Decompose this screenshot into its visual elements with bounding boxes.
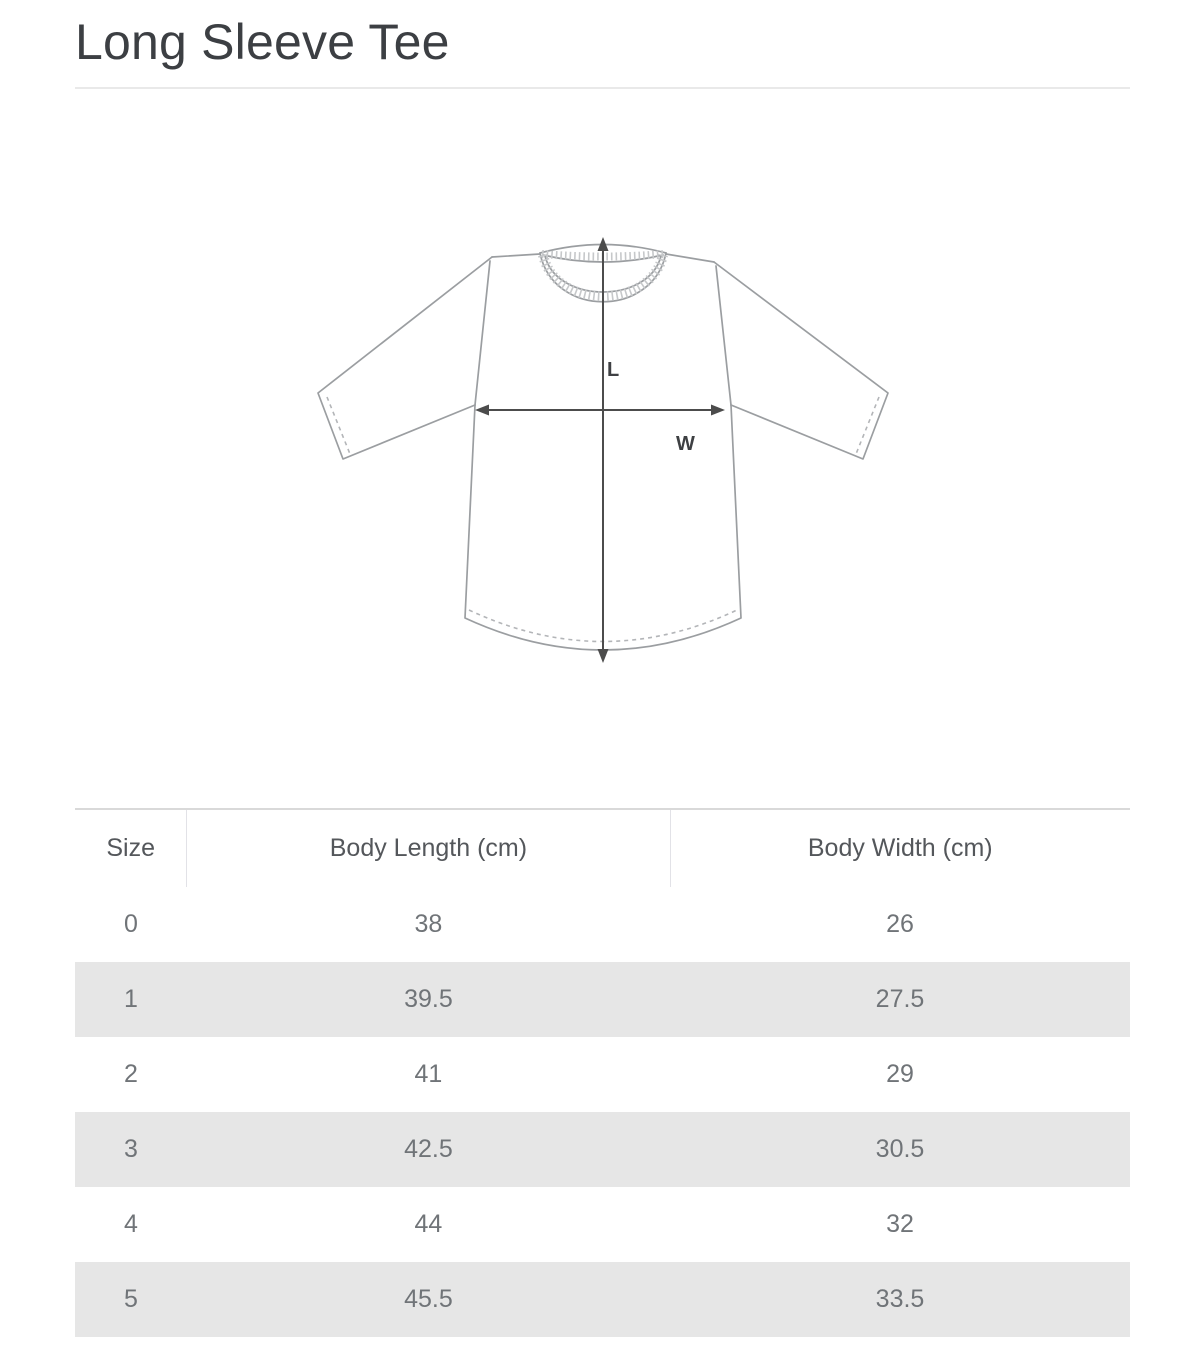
size-cell: 3: [123, 1134, 138, 1163]
body-width-cell: 29: [886, 1059, 914, 1088]
width-label: W: [675, 432, 695, 455]
body-length-cell: 41: [414, 1059, 443, 1088]
left-sleeve: [318, 257, 492, 459]
body-width-cell: 33.5: [875, 1284, 925, 1313]
body-length-cell: 44: [414, 1209, 443, 1238]
shirt-measurement-diagram: [295, 140, 911, 700]
left-shoulder-line: [492, 254, 540, 257]
size-chart-table: [75, 808, 1130, 1337]
table-row: [75, 1262, 1130, 1337]
page-title: Long Sleeve Tee: [75, 14, 450, 70]
body-width-cell: 30.5: [875, 1134, 925, 1163]
left-armhole-seam: [475, 261, 490, 405]
column-header-body-width: Body Width (cm): [670, 809, 1130, 887]
table-header-row: [75, 809, 1130, 887]
column-header-body-length: Body Length (cm): [187, 809, 670, 887]
width-arrowhead-left: [475, 404, 489, 415]
body-width-cell: 32: [886, 1209, 914, 1238]
body-length-cell: 42.5: [404, 1134, 453, 1163]
body-width-cell: 26: [886, 909, 914, 938]
body-length-cell: 39.5: [404, 984, 453, 1013]
width-arrow: [475, 404, 725, 415]
column-header-size: Size: [75, 809, 187, 887]
size-cell: 0: [123, 909, 138, 938]
length-arrowhead-bottom: [597, 649, 608, 663]
right-sleeve: [714, 262, 888, 459]
size-cell: 5: [123, 1284, 138, 1313]
body-width-cell: 27.5: [875, 984, 925, 1013]
body-length-cell: 45.5: [404, 1284, 453, 1313]
shirt-diagram-svg: [295, 140, 911, 700]
right-armhole-seam: [716, 266, 731, 405]
title-divider: [75, 87, 1130, 89]
table-row: [75, 962, 1130, 1037]
size-cell: 4: [123, 1209, 138, 1238]
body-length-cell: 38: [414, 909, 443, 938]
width-arrowhead-right: [711, 404, 725, 415]
table-row: [75, 1037, 1130, 1112]
size-cell: 2: [123, 1059, 138, 1088]
size-cell: 1: [123, 984, 138, 1013]
length-label: L: [606, 358, 619, 381]
table-row: [75, 1187, 1130, 1262]
table-row: [75, 887, 1130, 962]
table-row: [75, 1112, 1130, 1187]
right-shoulder-line: [666, 254, 714, 262]
